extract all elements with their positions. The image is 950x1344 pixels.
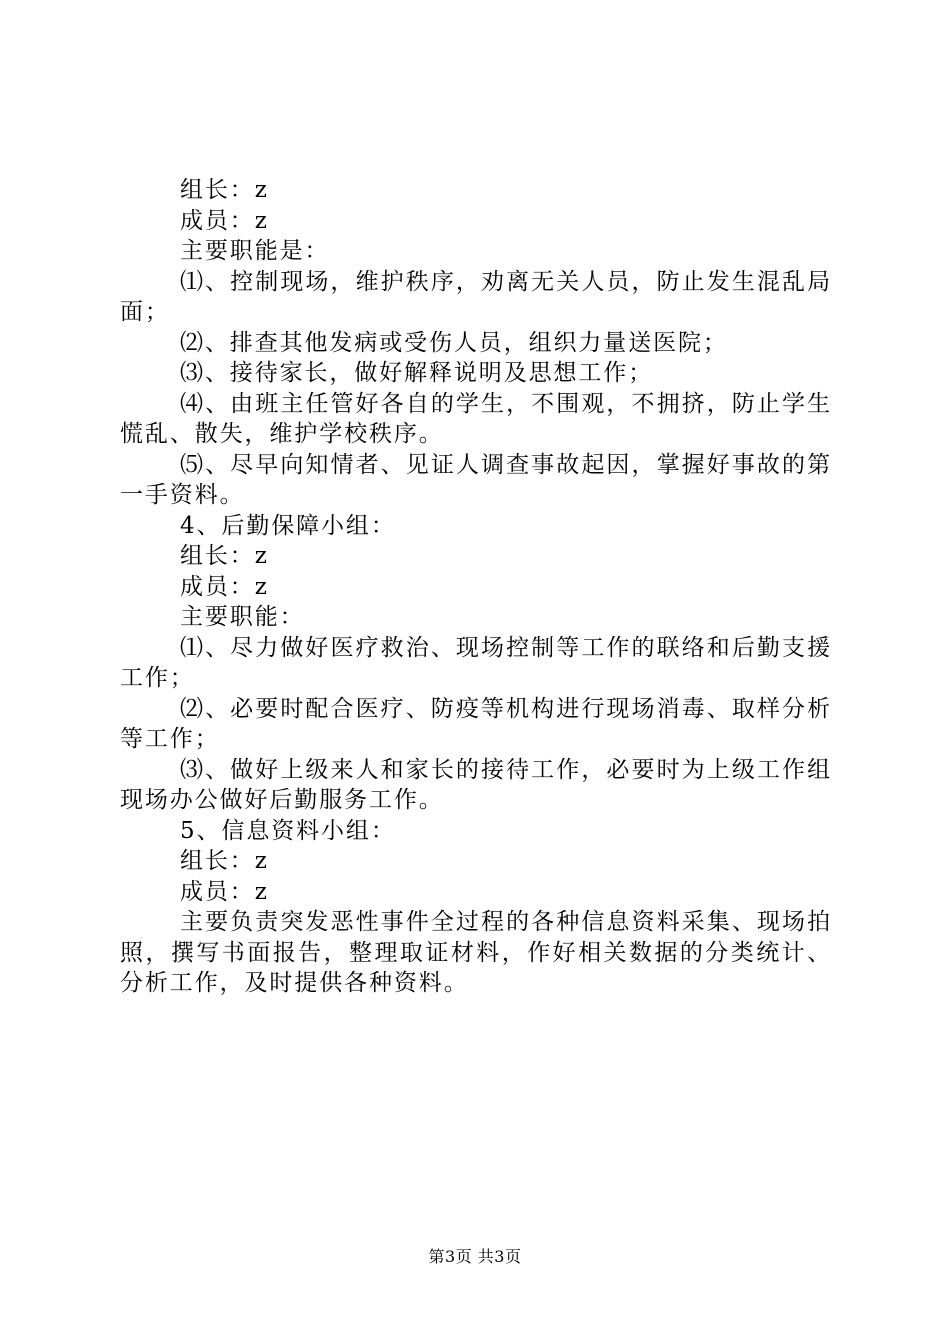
duty-item: ⑵、排查其他发病或受伤人员，组织力量送医院； <box>180 329 728 356</box>
team-leader-line: 组长：z <box>180 177 269 203</box>
team-member-line: 成员：z <box>180 573 269 600</box>
duty-description: 主要负责突发恶性事件全过程的各种信息资料采集、现场拍照，撰写书面报告，整理取证材料，作好相关数据的分类统计、分析工作，及时提供各种资料。 <box>120 909 832 996</box>
team-leader-line: 组长：z <box>180 848 269 874</box>
duty-item: ⑴、控制现场，维护秩序，劝离无关人员，防止发生混乱局面； <box>120 268 832 325</box>
page-number: 第3页 共3页 <box>428 1247 522 1266</box>
section-heading-logistics: 4、后勤保障小组： <box>180 512 396 539</box>
main-duties-heading: 主要职能是： <box>180 238 330 264</box>
duty-item: ⑸、尽早向知情者、见证人调查事故起因，掌握好事故的第一手资料。 <box>120 451 832 508</box>
duty-item: ⑷、由班主任管好各自的学生，不围观，不拥挤，防止学生慌乱、散失，维护学校秩序。 <box>120 390 832 447</box>
document-body <box>120 175 832 999</box>
main-duties-heading: 主要职能： <box>180 604 305 630</box>
team-member-line: 成员：z <box>180 878 269 905</box>
duty-item: ⑴、尽力做好医疗救治、现场控制等工作的联络和后勤支援工作； <box>120 634 832 691</box>
page-footer <box>0 1244 950 1267</box>
duty-item: ⑶、接待家长，做好解释说明及思想工作； <box>180 360 654 386</box>
team-leader-line: 组长：z <box>180 543 269 569</box>
duty-item: ⑵、必要时配合医疗、防疫等机构进行现场消毒、取样分析等工作； <box>120 695 832 752</box>
duty-item: ⑶、做好上级来人和家长的接待工作，必要时为上级工作组现场办公做好后勤服务工作。 <box>120 756 832 813</box>
team-member-line: 成员：z <box>180 207 269 234</box>
section-heading-information: 5、信息资料小组： <box>180 817 396 844</box>
